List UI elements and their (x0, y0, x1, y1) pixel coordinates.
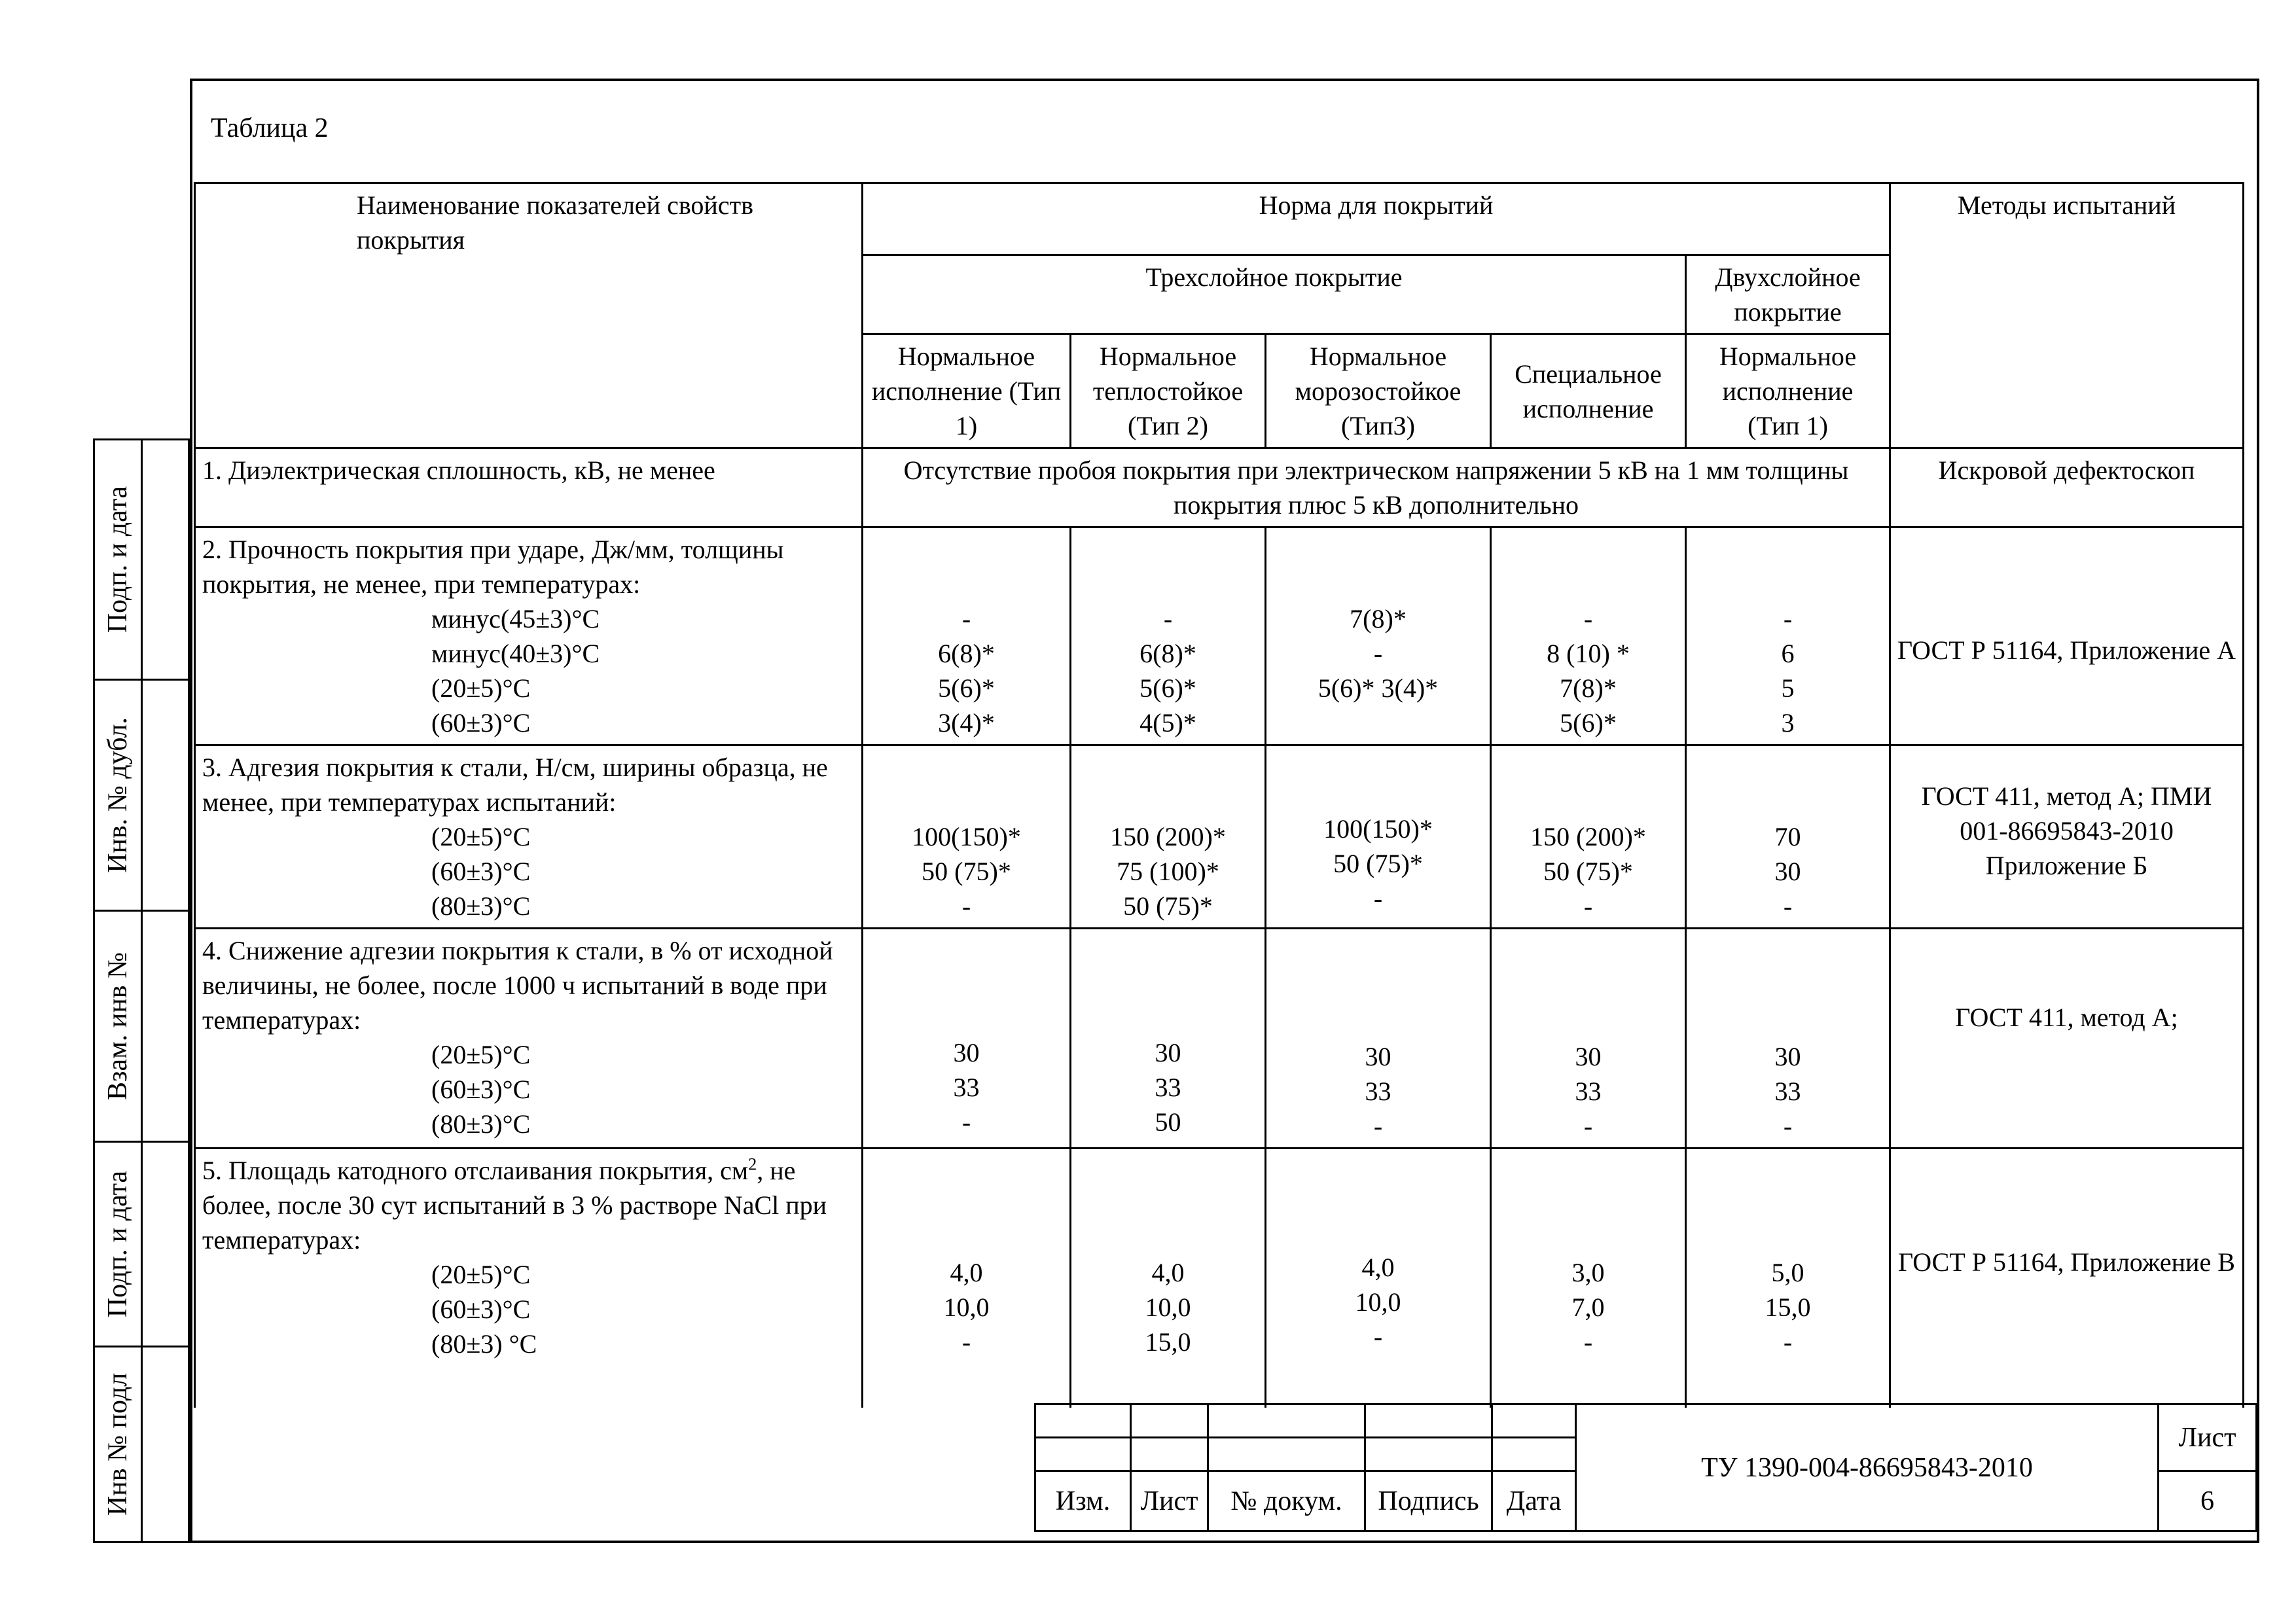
cell-value: - (961, 604, 971, 633)
cell-value: 30 (1365, 1042, 1391, 1071)
cell-value: 33 (953, 1073, 980, 1102)
temp: (20±5)°С (431, 673, 531, 703)
row-3-title: 3. Адгезия покрытия к стали, Н/см, ширины образца, не менее, при температурах испытаний: (202, 753, 828, 817)
table-row (195, 527, 2244, 745)
header-col-5: Нормальное исполнение (Тип 1) (1686, 334, 1890, 448)
stamp-cell (1035, 1404, 1131, 1438)
side-box-3 (93, 910, 190, 1143)
row-3-col-1 (863, 745, 1071, 929)
header-col-1: Нормальное исполнение (Тип 1) (863, 334, 1071, 448)
cell-value: 50 (75)* (922, 857, 1011, 886)
cell-value: - (1583, 604, 1593, 633)
cell-value: - (1373, 1111, 1383, 1141)
header-col-3: Нормальное морозостойкое (ТипЗ) (1266, 334, 1491, 448)
temp: (80±3)°С (431, 891, 531, 921)
cell-value: 4(5)* (1139, 708, 1196, 738)
stamp-cell (1131, 1438, 1208, 1471)
temp: (60±3)°С (431, 1075, 531, 1104)
cell-value: - (1783, 1111, 1793, 1141)
sheet-number: 6 (2159, 1471, 2257, 1531)
title-block (1034, 1403, 2257, 1532)
header-name: Наименование показателей свойств покрытия (195, 183, 863, 448)
cell-value: 30 (953, 1038, 980, 1067)
cell-value: 50 (75)* (1333, 849, 1423, 878)
side-box-5 (93, 1346, 190, 1543)
row-2-method: ГОСТ Р 51164, Приложение А (1890, 527, 2244, 745)
cell-value: 33 (1774, 1077, 1801, 1106)
row-5-title (202, 1153, 855, 1257)
row-2-col-4 (1491, 527, 1686, 745)
temp: (80±3) °С (431, 1329, 537, 1359)
row-4-col-4 (1491, 929, 1686, 1149)
header-col-2: Нормальное теплостойкое (Тип 2) (1071, 334, 1266, 448)
cell-value: 7(8)* (1560, 673, 1617, 703)
cell-value: 6 (1781, 639, 1795, 668)
row-5-title-a: 5. Площадь катодного отслаивания покрытия, см (202, 1156, 749, 1185)
cell-value: 50 (75)* (1123, 891, 1213, 921)
cell-value: 3 (1781, 708, 1795, 738)
cell-value: 5(6)* (938, 673, 995, 703)
stamp-cell (1208, 1404, 1365, 1438)
stamp-label-doc: № докум. (1208, 1471, 1365, 1531)
row-2-name (195, 527, 863, 745)
temp: (20±5)°С (431, 1260, 531, 1289)
row-3-col-5 (1686, 745, 1890, 929)
stamp-label-change: Изм. (1035, 1471, 1131, 1531)
row-3-col-2 (1071, 745, 1266, 929)
cell-value: - (961, 1107, 971, 1137)
side-box-4 (93, 1141, 190, 1347)
stamp-cell (1365, 1404, 1492, 1438)
cell-value: 70 (1774, 822, 1801, 851)
header-norm: Норма для покрытий (863, 183, 1890, 255)
row-5-col-4 (1491, 1149, 1686, 1408)
row-5-col-5 (1686, 1149, 1890, 1408)
table-caption: Таблица 2 (211, 113, 329, 143)
side-label: Подп. и дата (103, 486, 134, 633)
side-box-1 (93, 438, 190, 681)
cell-value: - (1583, 1327, 1593, 1357)
properties-table (194, 182, 2244, 1408)
cell-value: 50 (75)* (1543, 857, 1633, 886)
row-4-method: ГОСТ 411, метод А; (1890, 929, 2244, 1149)
cell-value: - (961, 1327, 971, 1357)
cell-value: - (1373, 1322, 1383, 1351)
stamp-cell (1365, 1438, 1492, 1471)
stamp-cell (1208, 1438, 1365, 1471)
cell-value: 50 (1155, 1107, 1181, 1137)
temp: минус(45±3)°С (431, 604, 600, 633)
cell-value: 5(6)* (1560, 708, 1617, 738)
cell-value: 150 (200)* (1110, 822, 1226, 851)
row-2-col-3 (1266, 527, 1491, 745)
cell-value: - (1783, 604, 1793, 633)
cell-value: 100(150)* (912, 822, 1021, 851)
row-5-name (195, 1149, 863, 1408)
side-label: Инв № подл (103, 1372, 133, 1516)
table-row (195, 929, 2244, 1149)
temp: (20±5)°С (431, 1040, 531, 1069)
cell-value: - (1163, 604, 1173, 633)
temp: (60±3)°С (431, 708, 531, 738)
cell-value: 6(8)* (1139, 639, 1196, 668)
stamp-cell (1492, 1438, 1576, 1471)
cell-value: 4,0 (1151, 1258, 1185, 1287)
cell-value: 33 (1365, 1077, 1391, 1106)
row-4-col-2 (1071, 929, 1266, 1149)
side-label: Инв. № дубл. (103, 717, 133, 873)
header-three-layer: Трехслойное покрытие (863, 255, 1686, 334)
row-3-method: ГОСТ 411, метод А; ПМИ 001-86695843-2010 Приложение Б (1890, 745, 2244, 929)
side-box-2 (93, 679, 190, 912)
row-3-name (195, 745, 863, 929)
header-methods: Методы испытаний (1890, 183, 2244, 448)
row-3-col-4 (1491, 745, 1686, 929)
cell-value: 15,0 (1145, 1327, 1191, 1357)
row-3-col-3 (1266, 745, 1491, 929)
cell-value: 10,0 (943, 1293, 990, 1322)
cell-value: 7(8)* (1350, 604, 1407, 633)
cell-value: 4,0 (950, 1258, 983, 1287)
row-4-name (195, 929, 863, 1149)
cell-value: 30 (1774, 857, 1801, 886)
cell-value: 5(6)* 3(4)* (1318, 673, 1439, 703)
cell-value: 33 (1575, 1077, 1602, 1106)
stamp-label-date: Дата (1492, 1471, 1576, 1531)
row-5-title-b: , не более, после 30 сут испытаний в 3 % растворе NaCl при температурах: (202, 1156, 827, 1255)
row-4-col-1 (863, 929, 1071, 1149)
row-2-col-1 (863, 527, 1071, 745)
row-1-name: 1. Диэлектрическая сплошность, кВ, не менее (195, 448, 863, 527)
cell-value: 10,0 (1355, 1287, 1401, 1317)
cell-value: 6(8)* (938, 639, 995, 668)
stamp-label-sheet: Лист (1131, 1471, 1208, 1531)
stamp-cell (1492, 1404, 1576, 1438)
cell-value: - (1373, 883, 1383, 913)
row-5-col-2 (1071, 1149, 1266, 1408)
cell-value: 5(6)* (1139, 673, 1196, 703)
cell-value: 4,0 (1361, 1253, 1395, 1282)
stamp-label-signature: Подпись (1365, 1471, 1492, 1531)
table-row (195, 1149, 2244, 1408)
cell-value: 30 (1575, 1042, 1602, 1071)
table-row (195, 745, 2244, 929)
row-5-title-sup: 2 (748, 1154, 757, 1174)
temp: минус(40±3)°С (431, 639, 600, 668)
cell-value: 33 (1155, 1073, 1181, 1102)
cell-value: - (1783, 1327, 1793, 1357)
cell-value: 3,0 (1571, 1258, 1605, 1287)
cell-value: 30 (1774, 1042, 1801, 1071)
cell-value: 150 (200)* (1530, 822, 1646, 851)
row-1-norm: Отсутствие пробоя покрытия при электрическом напряжении 5 кВ на 1 мм толщины покрытия плюс 5 кВ дополнительно (863, 448, 1890, 527)
row-4-col-5 (1686, 929, 1890, 1149)
cell-value: 10,0 (1145, 1293, 1191, 1322)
cell-value: 5 (1781, 673, 1795, 703)
cell-value: - (961, 891, 971, 921)
temp: (60±3)°С (431, 857, 531, 886)
cell-value: 8 (10) * (1547, 639, 1630, 668)
cell-value: - (1583, 1111, 1593, 1141)
row-4-col-3 (1266, 929, 1491, 1149)
cell-value: 75 (100)* (1117, 857, 1219, 886)
temp: (80±3)°С (431, 1109, 531, 1139)
row-2-col-5 (1686, 527, 1890, 745)
temp: (20±5)°С (431, 822, 531, 851)
row-5-col-3 (1266, 1149, 1491, 1408)
stamp-cell (1131, 1404, 1208, 1438)
row-1-method: Искровой дефектоскоп (1890, 448, 2244, 527)
cell-value: 15,0 (1765, 1293, 1811, 1322)
row-5-col-1 (863, 1149, 1071, 1408)
stamp-cell (1035, 1438, 1131, 1471)
header-col-4: Специальное исполнение (1491, 334, 1686, 448)
row-2-col-2 (1071, 527, 1266, 745)
cell-value: 3(4)* (938, 708, 995, 738)
cell-value: 7,0 (1571, 1293, 1605, 1322)
row-4-title: 4. Снижение адгезии покрытия к стали, в % от исходной величины, не более, после 1000 ч испытаний в воде при температурах: (202, 936, 833, 1035)
cell-value: - (1373, 639, 1383, 668)
header-two-layer: Двухслойное покрытие (1686, 255, 1890, 334)
sheet-label: Лист (2159, 1404, 2257, 1471)
temp: (60±3)°С (431, 1294, 531, 1324)
row-2-title: 2. Прочность покрытия при ударе, Дж/мм, толщины покрытия, не менее, при температурах: (202, 535, 784, 599)
table-row (195, 448, 2244, 527)
cell-value: 100(150)* (1323, 814, 1433, 844)
document-code: ТУ 1390-004-86695843-2010 (1576, 1404, 2159, 1531)
side-label: Подп. и дата (103, 1170, 134, 1318)
cell-value: 5,0 (1771, 1258, 1804, 1287)
row-5-method: ГОСТ Р 51164, Приложение В (1890, 1149, 2244, 1408)
cell-value: 30 (1155, 1038, 1181, 1067)
cell-value: - (1783, 891, 1793, 921)
cell-value: - (1583, 891, 1593, 921)
side-label: Взам. инв № (103, 952, 133, 1101)
